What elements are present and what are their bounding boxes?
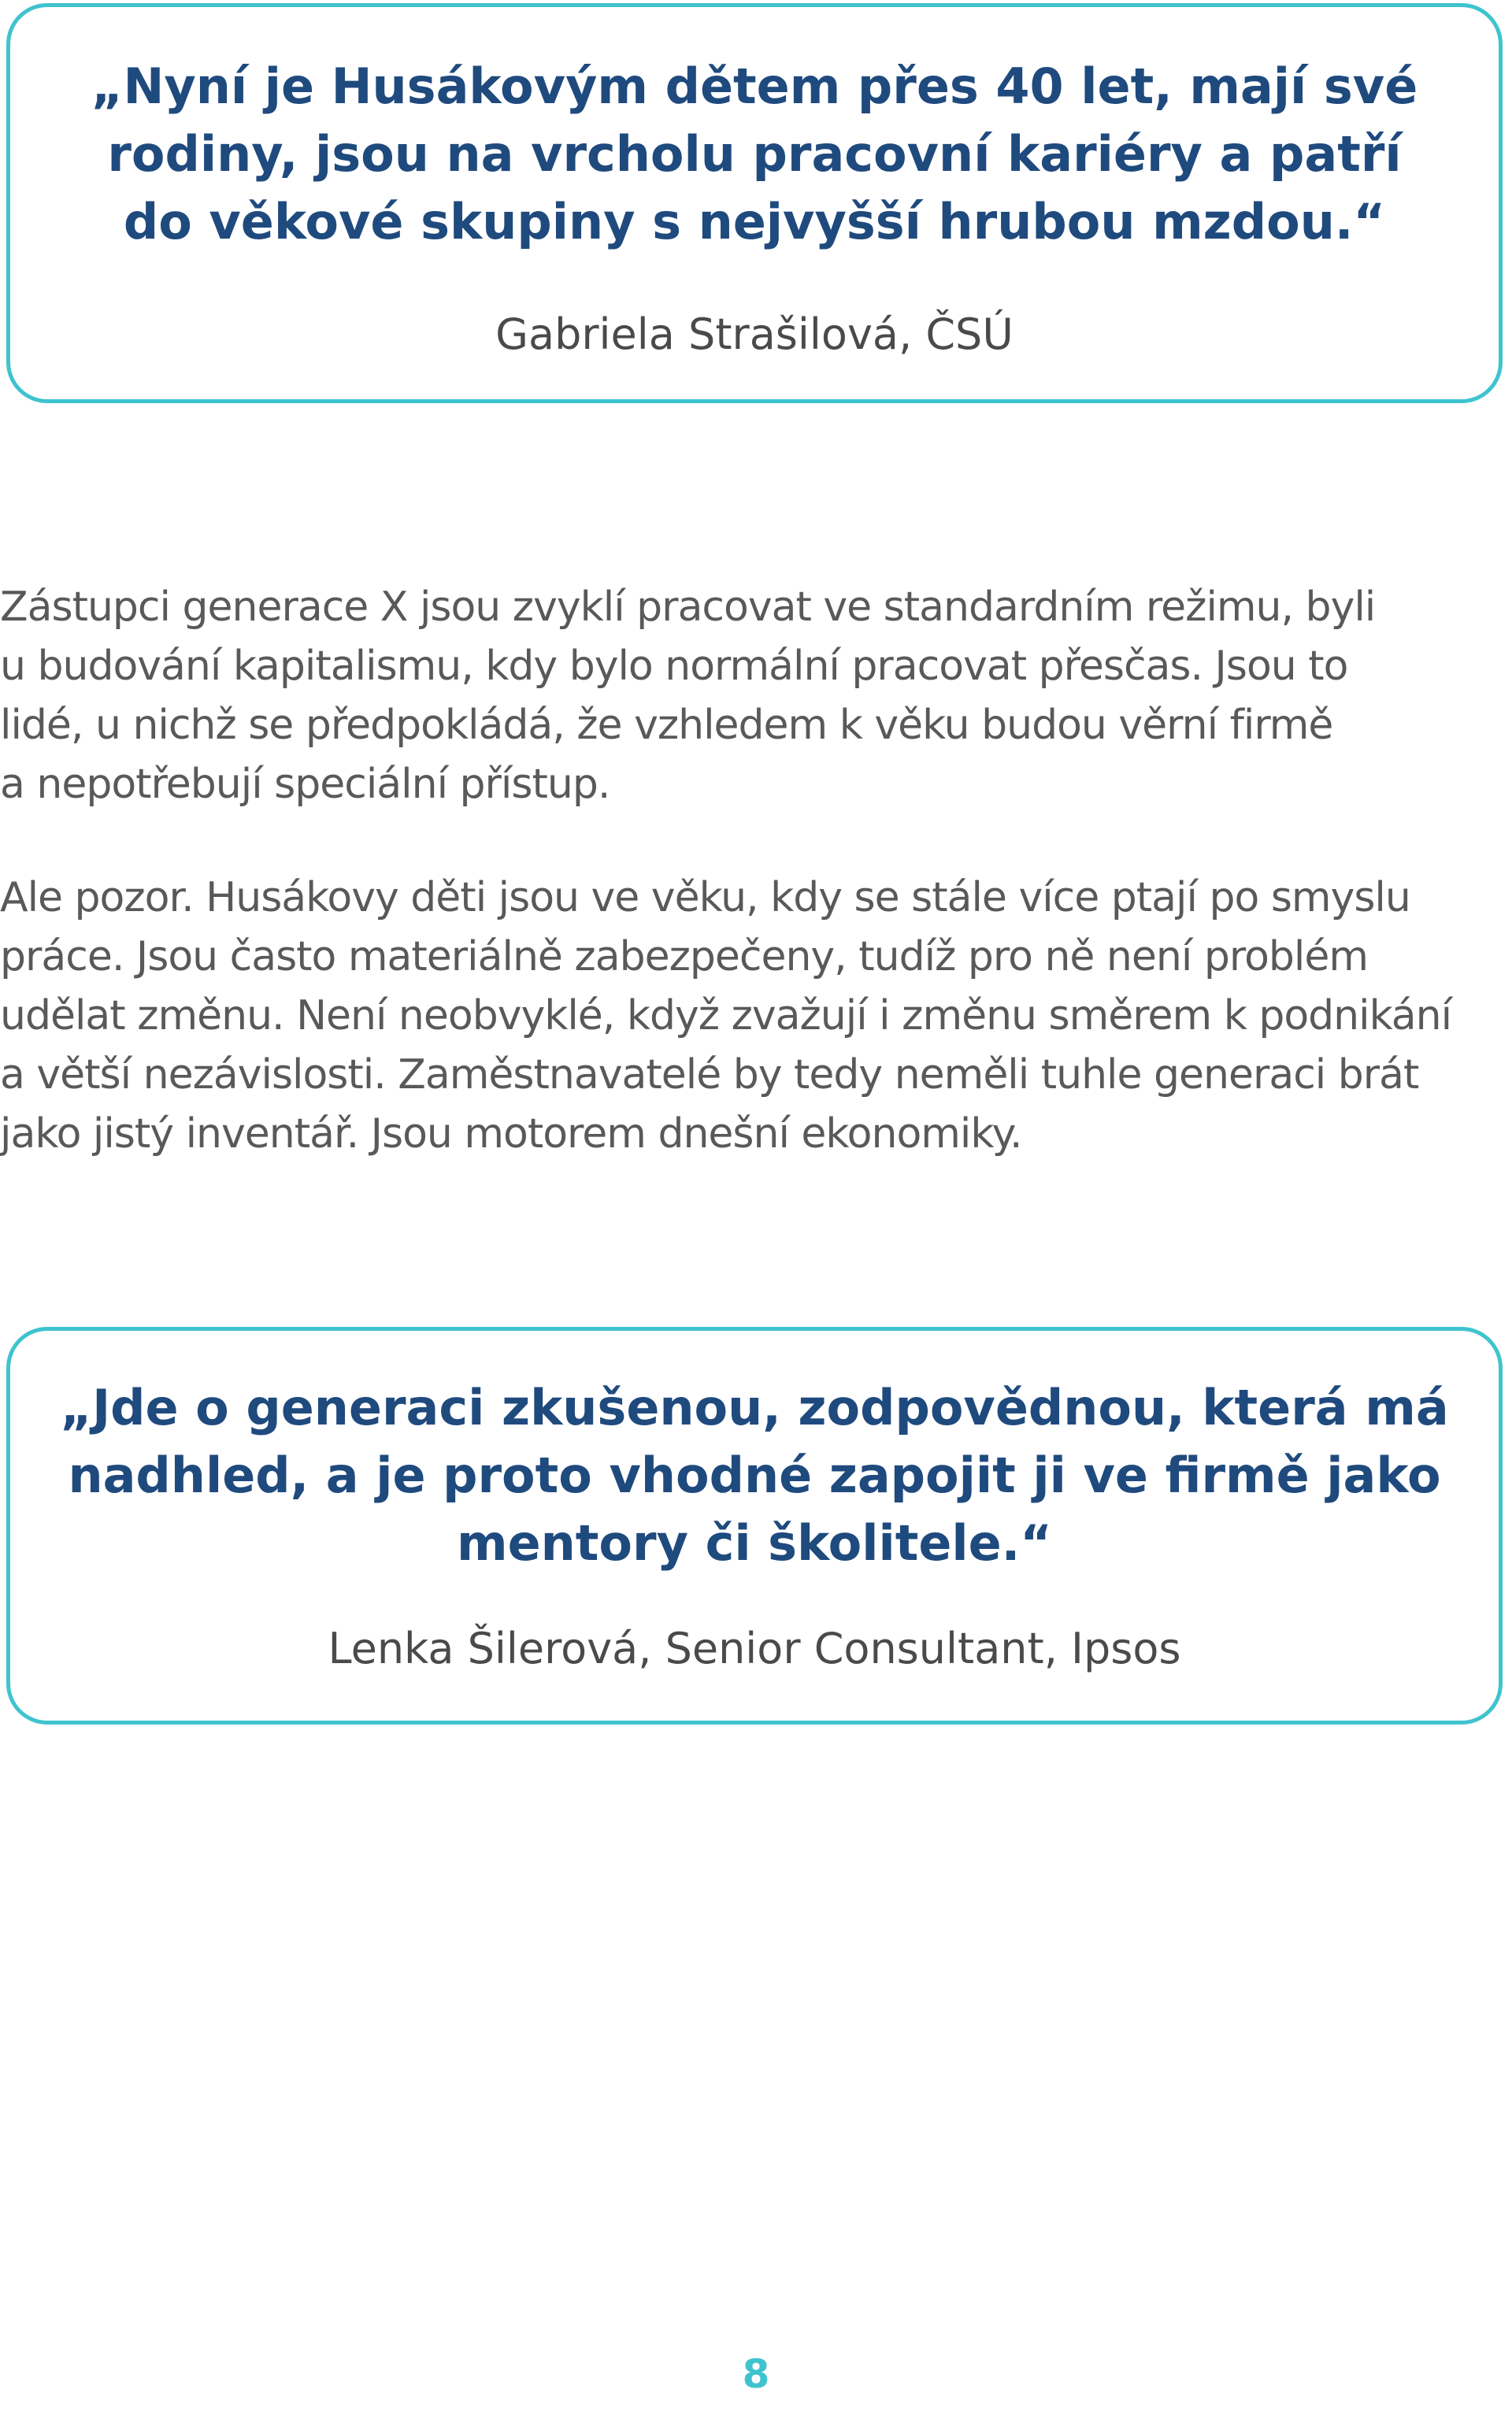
body-paragraph-husakovy-deti: Ale pozor. Husákovy děti jsou ve věku, kdy se stále více ptají po smyslu práce. Jsou často materiálně zabezpečeny, tudíž pro ně není problém udělat změnu. Není neobvyklé, když zvažují i změnu směrem k podnikání a větší nezávislosti. Zaměstnavatelé by tedy neměli tuhle generaci brát jako jistý inventář. Jsou motorem dnešní ekonomiky. [0, 874, 1452, 1158]
body-paragraph-generation-x: Zástupci generace X jsou zvyklí pracovat ve standardním režimu, byli u budování kapitalismu, kdy bylo normální pracovat přesčas. Jsou to lidé, u nichž se předpokládá, že vzhledem k věku budou věrní firmě a nepotřebují speciální přístup. [0, 584, 1376, 808]
quote-box-strasilova [6, 3, 1503, 403]
quote-author: Gabriela Strašilová, ČSÚ [495, 309, 1014, 359]
page-number: 8 [742, 2351, 770, 2397]
quote-text: „Nyní je Husákovým dětem přes 40 let, mají své rodiny, jsou na vrcholu pracovní kariéry a patří do věkové skupiny s nejvyšší hrubou mzdou.“ [91, 57, 1418, 250]
quote-text: „Jde o generaci zkušenou, zodpovědnou, která má nadhled, a je proto vhodné zapojit ji ve firmě jako mentory či školitele.“ [60, 1379, 1449, 1572]
quote-box-silerova [6, 1327, 1503, 1725]
quote-author: Lenka Šilerová, Senior Consultant, Ipsos [328, 1624, 1181, 1673]
